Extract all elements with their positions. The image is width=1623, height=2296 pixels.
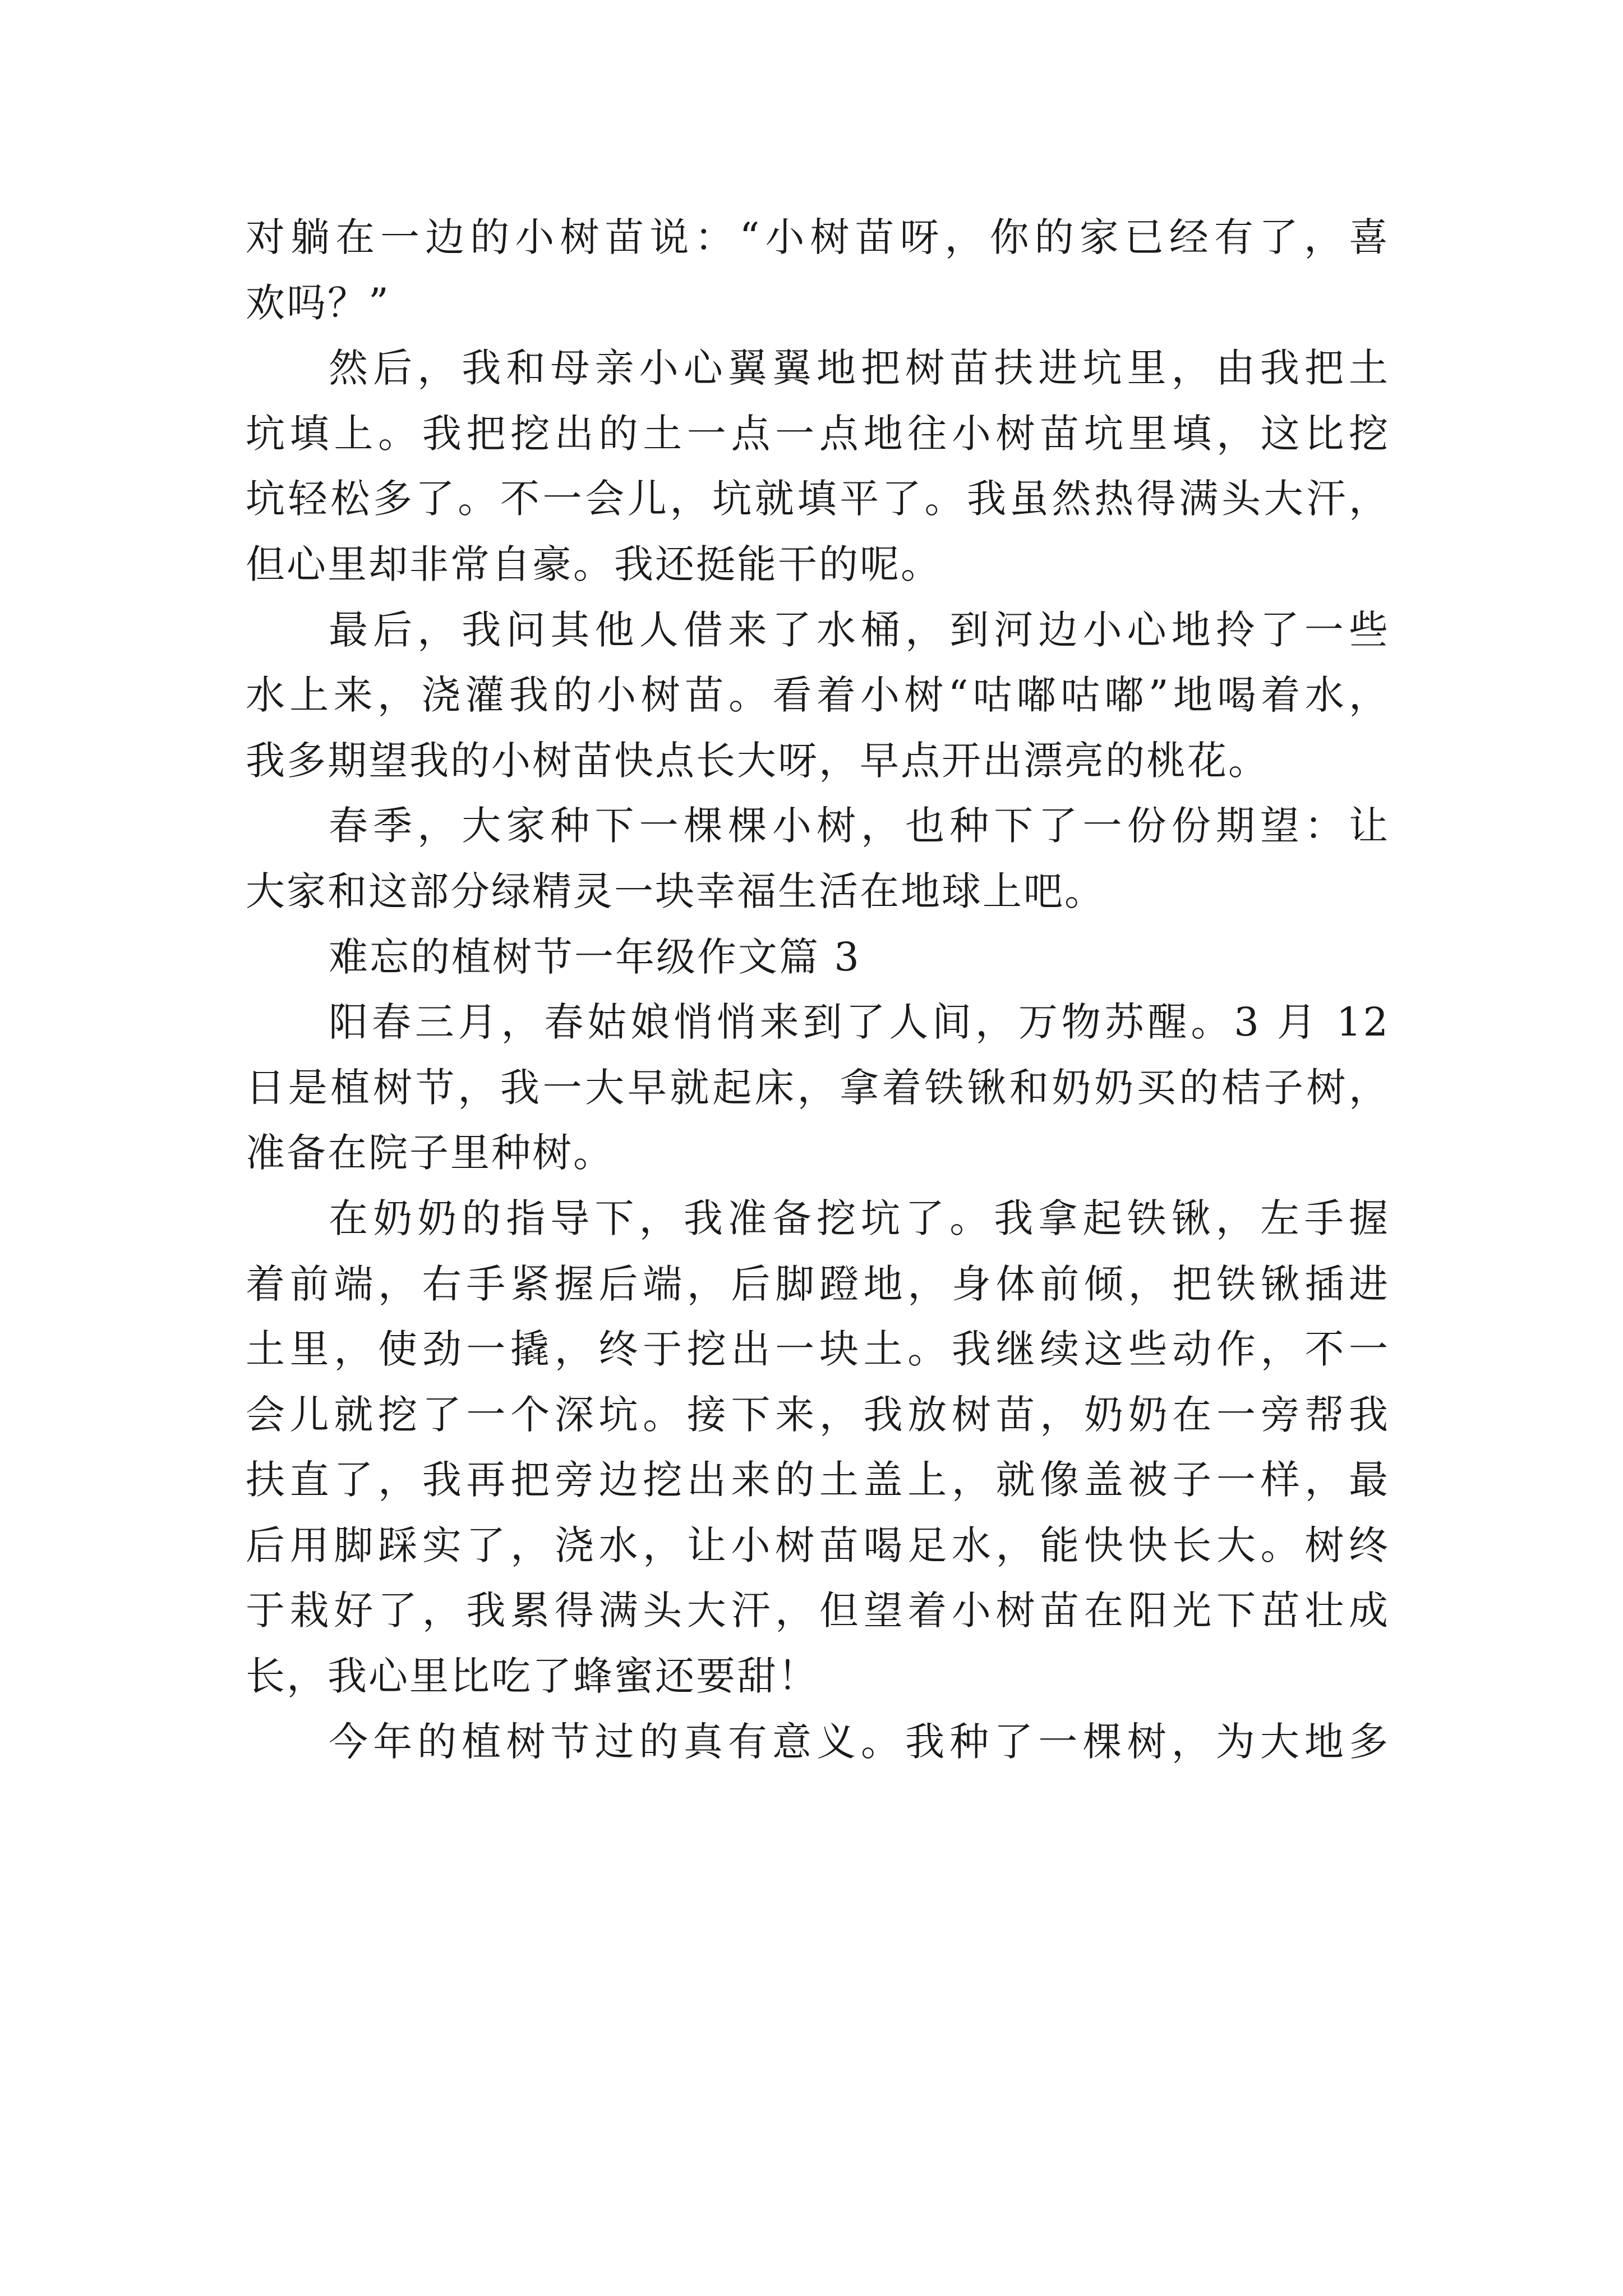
text-line: 坑轻松多了。不一会儿，坑就填平了。我虽然热得满头大汗， [246,476,1390,522]
text-line: 大家和这部分绿精灵一块幸福生活在地球上吧。 [246,868,1105,914]
section-heading: 难忘的植树节一年级作文篇 3 [329,933,861,980]
paragraph-start-line: 春季，大家种下一棵棵小树，也种下了一份份期望：让 [329,803,1390,849]
text-line: 长，我心里比吃了蜂蜜还要甜！ [246,1653,819,1700]
text-line: 水上来，浇灌我的小树苗。看着小树“咕嘟咕嘟”地喝着水， [246,672,1390,719]
paragraph-start-line: 在奶奶的指导下，我准备挖坑了。我拿起铁锹，左手握 [329,1195,1390,1241]
text-line: 着前端，右手紧握后端，后脚蹬地，身体前倾，把铁锹插进 [246,1260,1390,1307]
text-line: 土里，使劲一撬，终于挖出一块土。我继续这些动作，不一 [246,1326,1390,1373]
paragraph-start-line: 最后，我问其他人借来了水桶，到河边小心地拎了一些 [329,606,1390,653]
text-line: 后用脚踩实了，浇水，让小树苗喝足水，能快快长大。树终 [246,1522,1390,1568]
text-line: 于栽好了，我累得满头大汗，但望着小树苗在阳光下茁壮成 [246,1588,1390,1634]
essay-body [246,205,1390,1774]
text-line: 对躺在一边的小树苗说：“小树苗呀，你的家已经有了，喜 [246,214,1390,260]
paragraph-start-line: 阳春三月，春姑娘悄悄来到了人间，万物苏醒。3 月 12 [329,999,1390,1046]
text-line: 扶直了，我再把旁边挖出来的土盖上，就像盖被子一样，最 [246,1457,1390,1503]
text-line: 欢吗？” [246,279,390,326]
text-line: 坑填上。我把挖出的土一点一点地往小树苗坑里填，这比挖 [246,410,1390,457]
text-line: 我多期望我的小树苗快点长大呀，早点开出漂亮的桃花。 [246,737,1269,784]
paragraph-start-line: 然后，我和母亲小心翼翼地把树苗扶进坑里，由我把土 [329,345,1390,392]
text-line: 但心里却非常自豪。我还挺能干的呢。 [246,541,942,587]
text-line: 准备在院子里种树。 [246,1130,614,1176]
paragraph-start-line: 今年的植树节过的真有意义。我种了一棵树，为大地多 [329,1718,1390,1765]
text-line: 日是植树节，我一大早就起床，拿着铁锹和奶奶买的桔子树， [246,1064,1390,1111]
text-line: 会儿就挖了一个深坑。接下来，我放树苗，奶奶在一旁帮我 [246,1391,1390,1438]
